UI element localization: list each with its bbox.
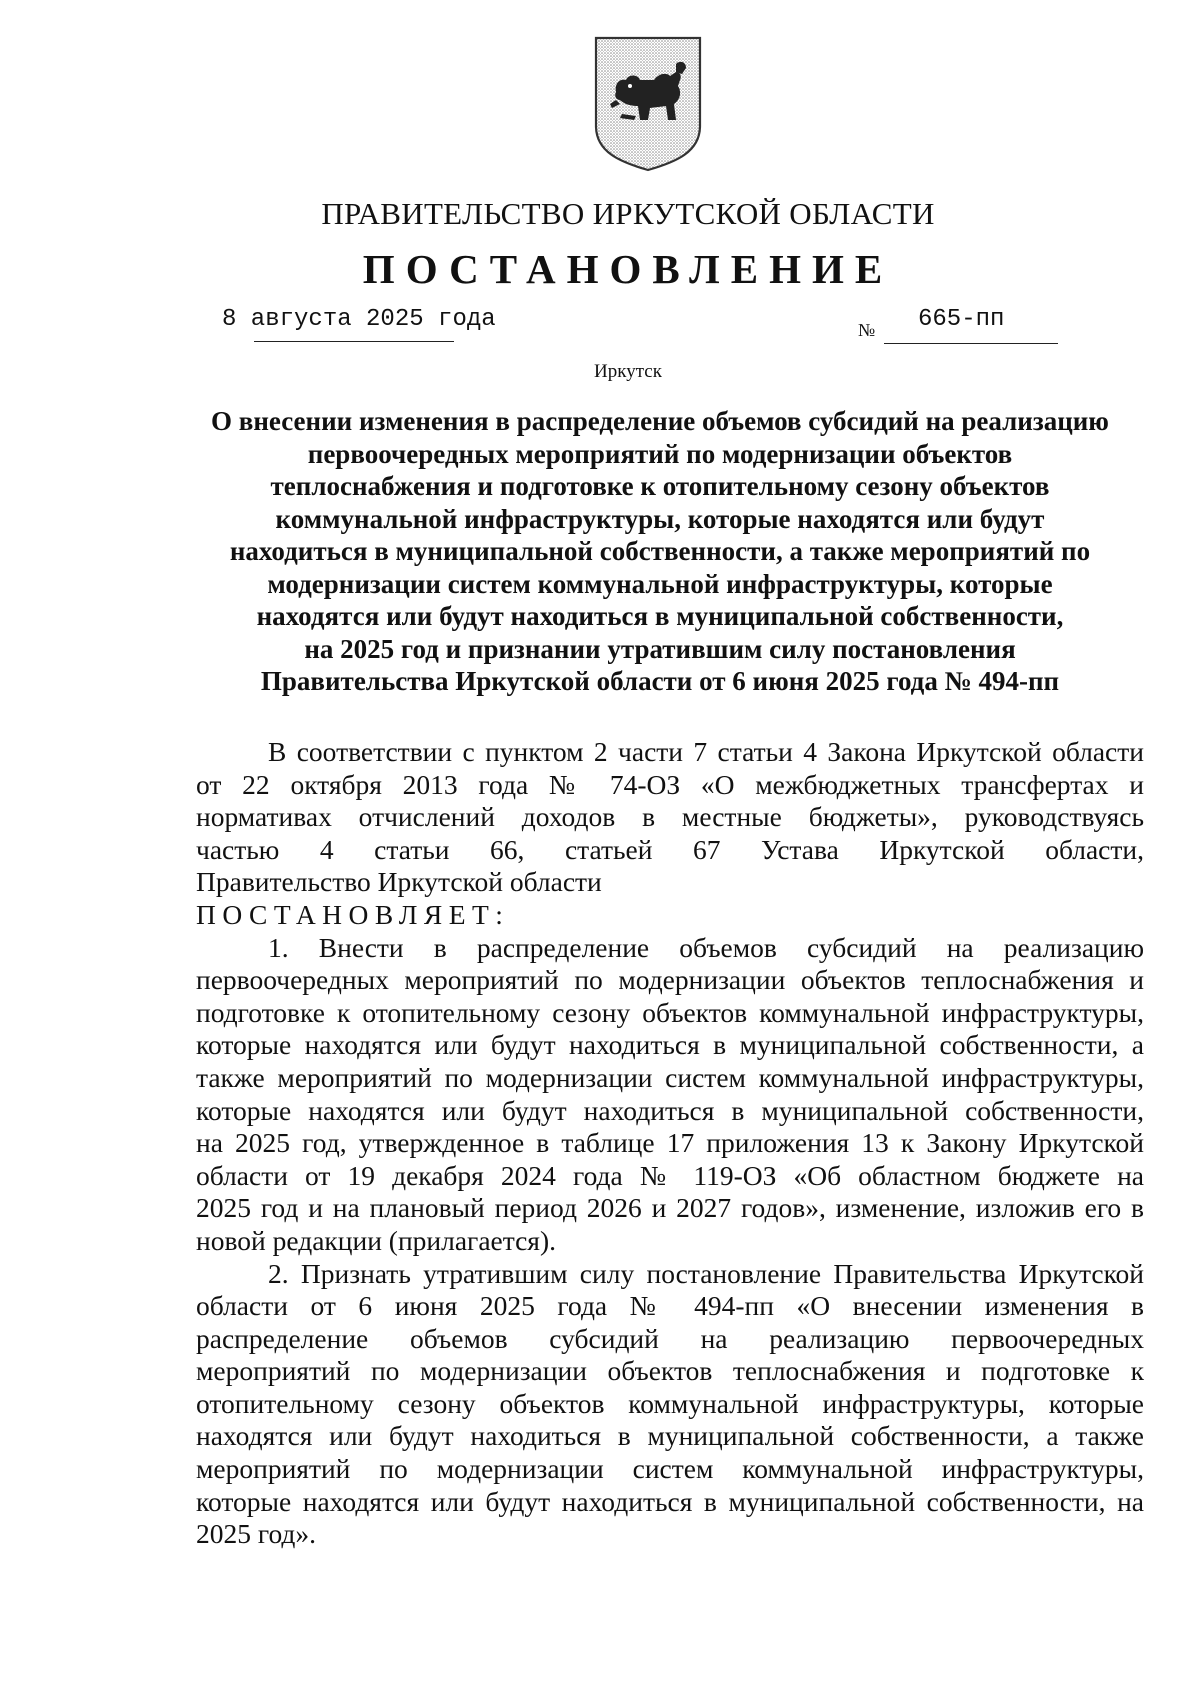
body-line: 2025 год и на плановый период 2026 и 2027 годов», изменение, изложив его в: [196, 1192, 1144, 1224]
body-line: также мероприятий по модернизации систем коммунальной инфраструктуры,: [196, 1061, 1144, 1093]
document-body: [196, 736, 1144, 1551]
body-line: от 22 октября 2013 года № 74-ОЗ «О межбюджетных трансфертах и: [196, 768, 1144, 800]
city-name: Иркутск: [594, 361, 662, 382]
document-date: 8 августа 2025 года: [222, 306, 496, 333]
body-line: мероприятий по модернизации систем коммунальной инфраструктуры,: [196, 1453, 1144, 1485]
body-line: 2. Признать утратившим силу постановление Правительства Иркутской: [268, 1257, 1144, 1289]
body-line: частью 4 статьи 66, статьей 67 Устава Иркутской области,: [196, 833, 1144, 865]
heading-line: Правительства Иркутской области от 6 июня 2025 года № 494-пп: [260, 666, 1060, 696]
body-line: находятся или будут находиться в муниципальной собственности, а также: [196, 1420, 1144, 1452]
body-line: первоочередных мероприятий по модернизации объектов теплоснабжения и: [196, 964, 1144, 996]
heading-line: модернизации систем коммунальной инфраструктуры, которые: [267, 568, 1053, 599]
body-line: мероприятий по модернизации объектов теплоснабжения и подготовке к: [196, 1355, 1144, 1387]
body-line: которые находятся или будут находиться в муниципальной собственности, а: [196, 1029, 1144, 1061]
heading-line: теплоснабжения и подготовке к отопительному сезону объектов: [270, 471, 1050, 501]
document-number: 665-пп: [918, 306, 1005, 333]
body-line: Правительство Иркутской области: [196, 866, 602, 898]
heading-line: находятся или будут находиться в муниципальной собственности,: [256, 601, 1064, 631]
document-type: ПОСТАНОВЛЕНИЕ: [362, 246, 894, 292]
document-heading: [180, 405, 1140, 698]
heading-line: на 2025 год и признании утратившим силу постановления: [304, 633, 1016, 664]
body-line: распределение объемов субсидий на реализацию первоочередных: [196, 1322, 1144, 1354]
heading-line: О внесении изменения в распределение объемов субсидий на реализацию: [211, 406, 1109, 436]
body-line: 2025 год».: [196, 1518, 317, 1550]
resolves-word: ПОСТАНОВЛЯЕТ:: [196, 898, 510, 930]
irkutsk-coat-of-arms-icon: [592, 34, 704, 174]
body-line: отопительному сезону объектов коммунальной инфраструктуры, которые: [196, 1387, 1144, 1419]
heading-line: первоочередных мероприятий по модернизации объектов: [307, 438, 1013, 469]
body-line: В соответствии с пунктом 2 части 7 статьи 4 Закона Иркутской области: [268, 736, 1144, 767]
body-line: области от 19 декабря 2024 года № 119-ОЗ «Об областном бюджете на: [196, 1159, 1144, 1191]
body-line: области от 6 июня 2025 года № 494-пп «О внесении изменения в: [196, 1290, 1144, 1322]
body-line: подготовке к отопительному сезону объектов коммунальной инфраструктуры,: [196, 996, 1144, 1028]
body-line: которые находятся или будут находиться в муниципальной собственности,: [196, 1094, 1144, 1126]
body-line: которые находятся или будут находиться в муниципальной собственности, на: [196, 1485, 1144, 1517]
body-line: нормативах отчислений доходов в местные бюджеты», руководствуясь: [196, 801, 1144, 833]
date-underline: [254, 341, 454, 342]
heading-line: коммунальной инфраструктуры, которые находятся или будут: [275, 503, 1045, 534]
organization-title: ПРАВИТЕЛЬСТВО ИРКУТСКОЙ ОБЛАСТИ: [321, 196, 935, 231]
number-sign: №: [858, 320, 876, 340]
body-line: новой редакции (прилагается).: [196, 1224, 556, 1256]
heading-line: находиться в муниципальной собственности, а также мероприятий по: [229, 536, 1091, 566]
number-underline: [884, 343, 1058, 344]
body-line: 1. Внести в распределение объемов субсидий на реализацию: [268, 931, 1144, 963]
body-line: на 2025 год, утвержденное в таблице 17 приложения 13 к Закону Иркутской: [196, 1127, 1144, 1159]
